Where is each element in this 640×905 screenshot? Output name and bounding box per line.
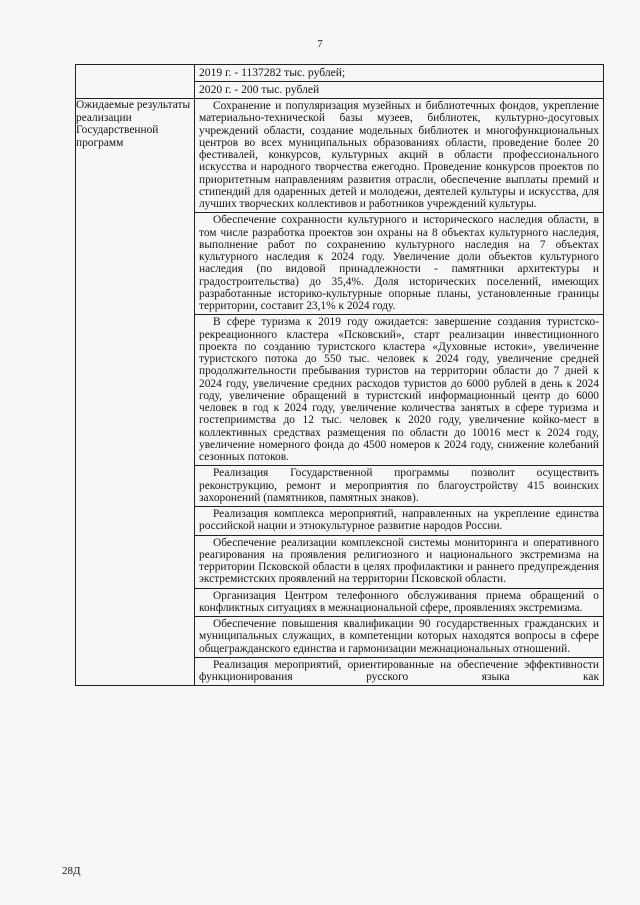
budget-values-cell: [195, 65, 604, 99]
result-paragraph: Реализация комплекса мероприятий, направленных на укрепление единства российской нации и этнокультурное развитие народов России.: [195, 507, 603, 536]
budget-row: [76, 65, 604, 99]
result-paragraph: Обеспечение реализации комплексной системы мониторинга и оперативного реагирования на проявления религиозного и национального экстремизма на территории Псковской области в целях профилактики и раннего предупреждения экстремистских проявлений на территории Псковской области.: [195, 536, 603, 589]
result-paragraph: Реализация мероприятий, ориентированные на обеспечение эффективности функционирования русского языка как: [199, 658, 599, 683]
program-table: [75, 64, 604, 686]
result-paragraph: Сохранение и популяризация музейных и библиотечных фондов, укрепление материально-технической базы музеев, библиотек, культурно-досуговых учреждений области, создание модельных библиотек и многофункциональных центров во всех муниципальных образованиях области, проведение более 20 фестивалей, конкурсов, культурных акций в области профессионального искусства и народного творчества ежегодно. Проведение конкурсов проектов по приоритетным направлениям развития отрасли, обеспечение выплаты премий и стипендий для одаренных детей и молодежи, деятелей культуры и искусства, для лучших творческих коллективов и работников учреждений культуры.: [195, 99, 603, 213]
budget-label-cell: [76, 65, 195, 99]
result-paragraph: Обеспечение повышения квалификации 90 государственных гражданских и муниципальных служащих, в компетенции которых находятся вопросы в сфере общегражданского единства и гармонизации межнациональных отношений.: [195, 617, 603, 658]
budget-line: 2019 г. - 1137282 тыс. рублей;: [195, 65, 603, 82]
result-paragraph: Организация Центром телефонного обслуживания приема обращений о конфликтных ситуациях в межнациональной сфере, проявлениях экстремизма.: [195, 589, 603, 618]
section-label: Ожидаемые результаты реализации Государственной программ: [76, 99, 195, 686]
page-number: 7: [317, 38, 323, 50]
result-paragraph: Обеспечение сохранности культурного и исторического наследия области, в том числе разработка проектов зон охраны на 8 объектах культурного наследия, выполнение работ по сохранению культурного наследия на 7 объектах культурного наследия к 2024 году. Увеличение доли объектов культурного наследия (по видовой принадлежности - памятники архитектуры и градостроительства) до 35,4%. Доля исторических поселений, имеющих разработанные историко-культурные опорные планы, установленные границы территории, составит 23,1% к 2024 году.: [195, 213, 603, 315]
budget-line: 2020 г. - 200 тыс. рублей: [199, 83, 320, 96]
footer-code: 28Д: [62, 865, 81, 877]
expected-results-row: [76, 99, 604, 686]
results-cell: [195, 99, 604, 686]
result-paragraph: Реализация Государственной программы позволит осуществить реконструкцию, ремонт и мероприятия по благоустройству 415 воинских захоронений (памятников, памятных знаков).: [195, 466, 603, 507]
result-paragraph: В сфере туризма к 2019 году ожидается: завершение создания туристско-рекреационного кластера «Псковский», старт реализации инвестиционного проекта по созданию туристского кластера «Духовные истоки», увеличение туристского потока до 550 тыс. человек к 2024 году, увеличение средней продолжительности пребывания туристов на территории области до 7 дней к 2024 году, увеличение средних расходов туристов до 6000 рублей в день к 2024 году, увеличение обращений в туристский информационный центр до 6000 человек в год к 2024 году, увеличение количества занятых в сфере туризма и гостеприимства до 12 тыс. человек к 2020 году, увеличение койко-мест в коллективных средствах размещения по области до 10016 мест к 2024 году, увеличение номерного фонда до 4500 номеров к 2024 году, снижение колебаний сезонных потоков.: [195, 315, 603, 466]
